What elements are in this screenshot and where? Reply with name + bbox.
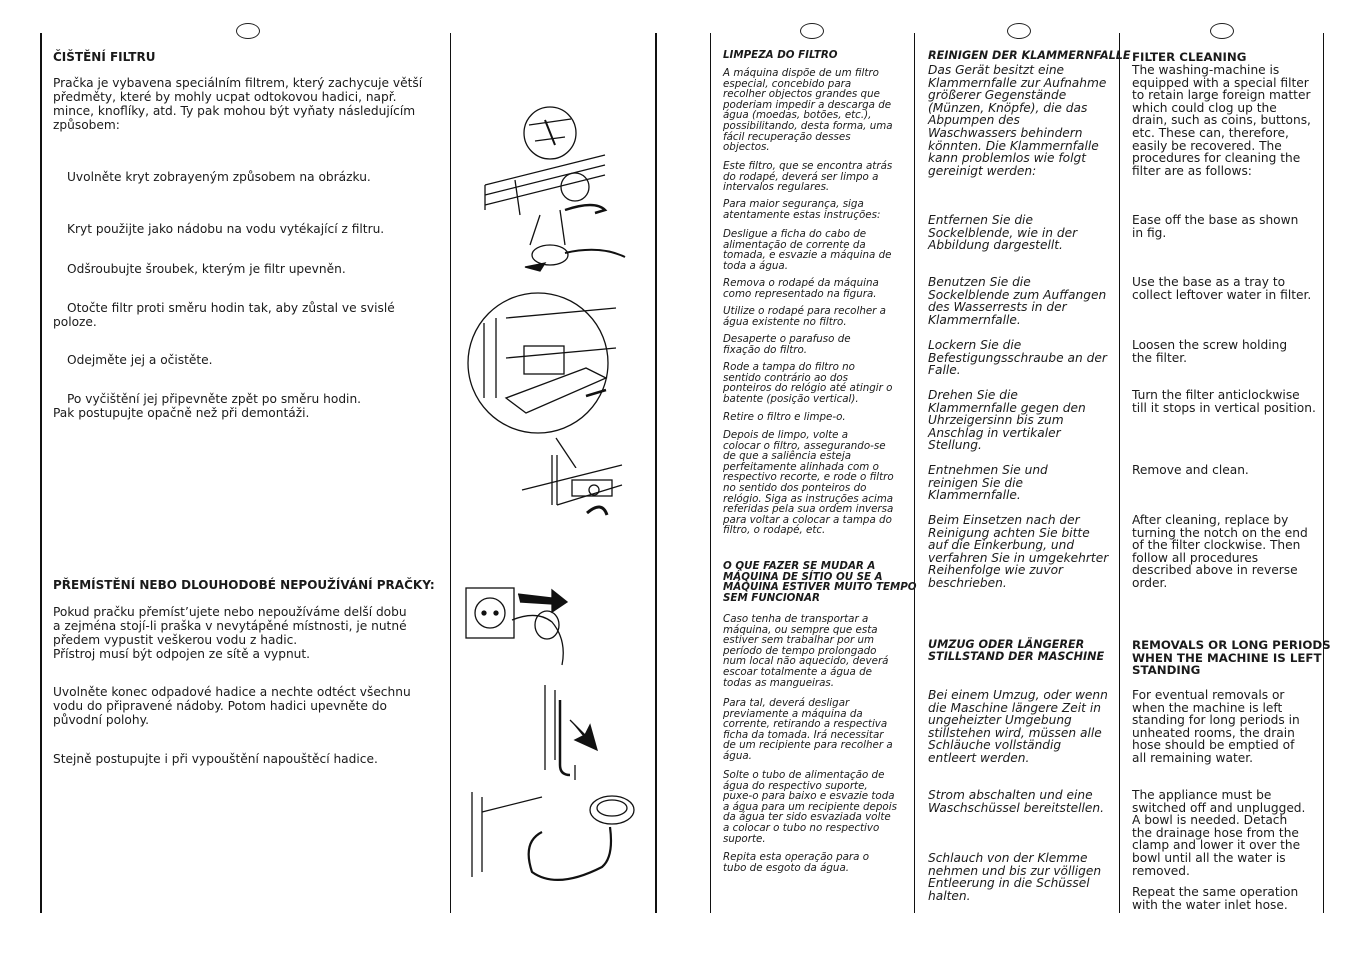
language-flag-english: [1210, 23, 1234, 39]
pt-filter-title: LIMPEZA DO FILTRO: [723, 49, 838, 61]
de-intro: Das Gerät besitzt eine Klammernfalle zur Aufnahme größerer Gegenstände (Münzen, Knöpfe), die das Abpumpen des Waschwassers behindern könnten. Die Klammernfalle kann problemlos wie folgt gereinigt werden:: [928, 63, 1107, 178]
pt-paragraph-3: Para maior segurança, siga atentamente estas instruções:: [723, 198, 881, 221]
en-step-6: After cleaning, replace by turning the notch on the end of the filter clockwise. Then follow all procedures described above in reverse order.: [1132, 513, 1308, 590]
de-removal-p2: Strom abschalten und eine Waschschüssel bereitstellen.: [928, 788, 1104, 815]
illustration-hose-bowl: [462, 772, 642, 892]
language-flag-czech: [236, 23, 260, 39]
czech-filter-title: ČIŠTĚNÍ FILTRU: [53, 50, 156, 64]
language-flag-portuguese: [800, 23, 824, 39]
en-removal-title: REMOVALS OR LONG PERIODS WHEN THE MACHINE IS LEFT STANDING: [1132, 638, 1331, 678]
de-step-3: Lockern Sie die Befestigungsschraube an der Falle.: [928, 338, 1107, 378]
czech-column: [53, 50, 443, 64]
de-filter-title: REINIGEN DER KLAMMERNFALLE: [928, 49, 1131, 62]
czech-removal-title: PŘEMÍSTĚNÍ NEBO DLOUHODOBÉ NEPOUŽÍVÁNÍ PRAČKY:: [53, 578, 435, 592]
de-step-6: Beim Einsetzen nach der Reinigung achten Sie bitte auf die Einkerbung, und verfahren Sie in umgekehrter Reihenfolge wie zuvor beschrieben.: [928, 513, 1109, 590]
en-removal-p1: For eventual removals or when the machine is left standing for long periods in unheated rooms, the drain hose should be emptied of all remaining water.: [1132, 688, 1300, 765]
pt-step-6: Retire o filtro e limpe-o.: [723, 411, 846, 423]
pt-step-7: Depois de limpo, volte a colocar o filtro, assegurando-se de que a saliência esteja perfeitamente alinhada com o respectivo recorte, e rode o filtro no sentido dos ponteiros do relógio. Siga as instruções acima referidas pela sua ordem inversa para voltar a colocar a tampa do filtro, o rodapé, etc.: [723, 429, 894, 537]
pt-de-divider: [914, 33, 915, 913]
czech-step-5: Odejměte jej a očistěte.: [67, 353, 213, 367]
en-removal-p2: The appliance must be switched off and unplugged. A bowl is needed. Detach the drainage hose from the clamp and lower it over the bowl until all the water is removed.: [1132, 788, 1306, 878]
czech-filter-intro: Pračka je vybavena speciálním filtrem, který zachycuje větší předměty, které by mohly ucpat odtokovou hadici, např. mince, knoflíky, atd. Ty pak mohou být vyňaty následujícím způsobem:: [53, 76, 423, 132]
text-image-divider: [450, 33, 451, 913]
right-margin-rule: [1323, 33, 1324, 913]
page-center-rule: [655, 33, 657, 913]
en-step-5: Remove and clean.: [1132, 463, 1249, 477]
czech-removal-p1: Pokud pračku přemíst’ujete nebo nepoužíváme delší dobu a zejména stojí-li praška v nevytápěné místnosti, je nutné předem vypustit veškerou vodu z hadic. Přístroj musí být odpojen ze sítě a vypnut.: [53, 605, 407, 661]
czech-step-2: Kryt použijte jako nádobu na vodu vytékající z filtru.: [67, 222, 385, 236]
illustration-filter-rotation: [512, 445, 632, 525]
czech-step-6: Po vyčištění jej připevněte zpět po směru hodin. Pak postupujte opačně než při demontáži.: [53, 392, 362, 420]
en-step-4: Turn the filter anticlockwise till it stops in vertical position.: [1132, 388, 1316, 415]
pt-left-rule: [710, 33, 711, 913]
de-removal-p3: Schlauch von der Klemme nehmen und bis zur völligen Entleerung in die Schüssel halten.: [928, 851, 1102, 903]
pt-step-3: Utilize o rodapé para recolher a água existente no filtro.: [723, 305, 886, 328]
language-flag-german: [1007, 23, 1031, 39]
czech-removal-p3: Stejně postupujte i při vypouštění napouštěcí hadice.: [53, 752, 378, 766]
pt-removal-p1: Caso tenha de transportar a máquina, ou sempre que esta estiver sem trabalhar por um período de tempo prolongado num local não aquecido, deverá escoar totalmente a água de todas as mangueiras.: [723, 613, 889, 689]
left-margin-rule: [40, 33, 42, 913]
pt-step-5: Rode a tampa do filtro no sentido contrário ao dos ponteiros do relógio até atingir o batente (posição vertical).: [723, 361, 893, 405]
pt-removal-p3: Solte o tubo de alimentação de água do respectivo suporte, puxe-o para baixo e esvazie toda a água para um recipiente depois da água ter sido esvaziada volte a colocar o tubo no respectivo suporte.: [723, 769, 897, 845]
en-step-1: Ease off the base as shown in fig.: [1132, 213, 1299, 240]
de-step-4: Drehen Sie die Klammernfalle gegen den Uhrzeigersinn bis zum Anschlag in vertikaler Stellung.: [928, 388, 1086, 453]
czech-step-4: Otočte filtr proti směru hodin tak, aby zůstal ve svislé poloze.: [53, 301, 395, 329]
en-step-2: Use the base as a tray to collect leftover water in filter.: [1132, 275, 1312, 302]
czech-step-1: Uvolněte kryt zobrayeným způsobem na obrázku.: [67, 170, 371, 184]
pt-removal-p4: Repita esta operação para o tubo de esgoto da água.: [723, 851, 870, 874]
pt-step-4: Desaperte o parafuso de fixação do filtro.: [723, 333, 851, 356]
czech-step-3: Odšroubujte šroubek, kterým je filtr upevněn.: [67, 262, 346, 276]
de-step-2: Benutzen Sie die Sockelblende zum Auffangen des Wasserrests in der Klammernfalle.: [928, 275, 1107, 327]
de-step-5: Entnehmen Sie und reinigen Sie die Klammernfalle.: [928, 463, 1048, 503]
en-filter-title: FILTER CLEANING: [1132, 50, 1247, 64]
illustration-filter-base-removal: [465, 95, 635, 285]
czech-removal-p2: Uvolněte konec odpadové hadice a nechte odtéct všechnu vodu do připravené nádoby. Potom hadici upevněte do původní polohy.: [53, 685, 411, 727]
pt-step-1: Desligue a ficha do cabo de alimentação de corrente da tomada, e esvazie a máquina de toda a água.: [723, 228, 892, 272]
illustration-filter-cover-tray: [466, 288, 626, 468]
en-removal-p3: Repeat the same operation with the water inlet hose.: [1132, 885, 1299, 912]
pt-paragraph-1: A máquina dispõe de um filtro especial, concebido para recolher objectos grandes que poderiam impedir a descarga de água (moedas, botões, etc.), possibilitando, desta forma, uma fácil recuperação desses objectos.: [723, 67, 893, 154]
pt-paragraph-2: Este filtro, que se encontra atrás do rodapé, deverá ser limpo a intervalos regulares.: [723, 160, 893, 194]
en-step-3: Loosen the screw holding the filter.: [1132, 338, 1288, 365]
pt-removal-title: O QUE FAZER SE MUDAR A MÁQUINA DE SÍTIO OU SE A MÁQUINA ESTIVER MUITO TEMPO SEM FUNCIONAR: [723, 560, 917, 604]
de-removal-title: UMZUG ODER LÄNGERER STILLSTAND DER MASCHINE: [928, 638, 1105, 664]
de-removal-p1: Bei einem Umzug, oder wenn die Maschine längere Zeit in ungeheizter Umgebung stillstehen wird, müssen alle Schläuche vollständig entleert werden.: [928, 688, 1108, 765]
pt-removal-p2: Para tal, deverá desligar previamente a máquina da corrente, retirando a respectiva ficha da tomada. Irá necessitar de um recipiente para recolher a água.: [723, 697, 893, 762]
illustration-unplug-socket: [462, 580, 602, 680]
de-en-divider: [1119, 33, 1120, 913]
de-step-1: Entfernen Sie die Sockelblende, wie in der Abbildung dargestellt.: [928, 213, 1078, 253]
pt-step-2: Remova o rodapé da máquina como representado na figura.: [723, 277, 879, 300]
en-intro: The washing-machine is equipped with a special filter to retain large foreign matter which could clog up the drain, such as coins, buttons, etc. These can, therefore, easily be recovered. The procedures for cleaning the filter are as follows:: [1132, 63, 1311, 178]
